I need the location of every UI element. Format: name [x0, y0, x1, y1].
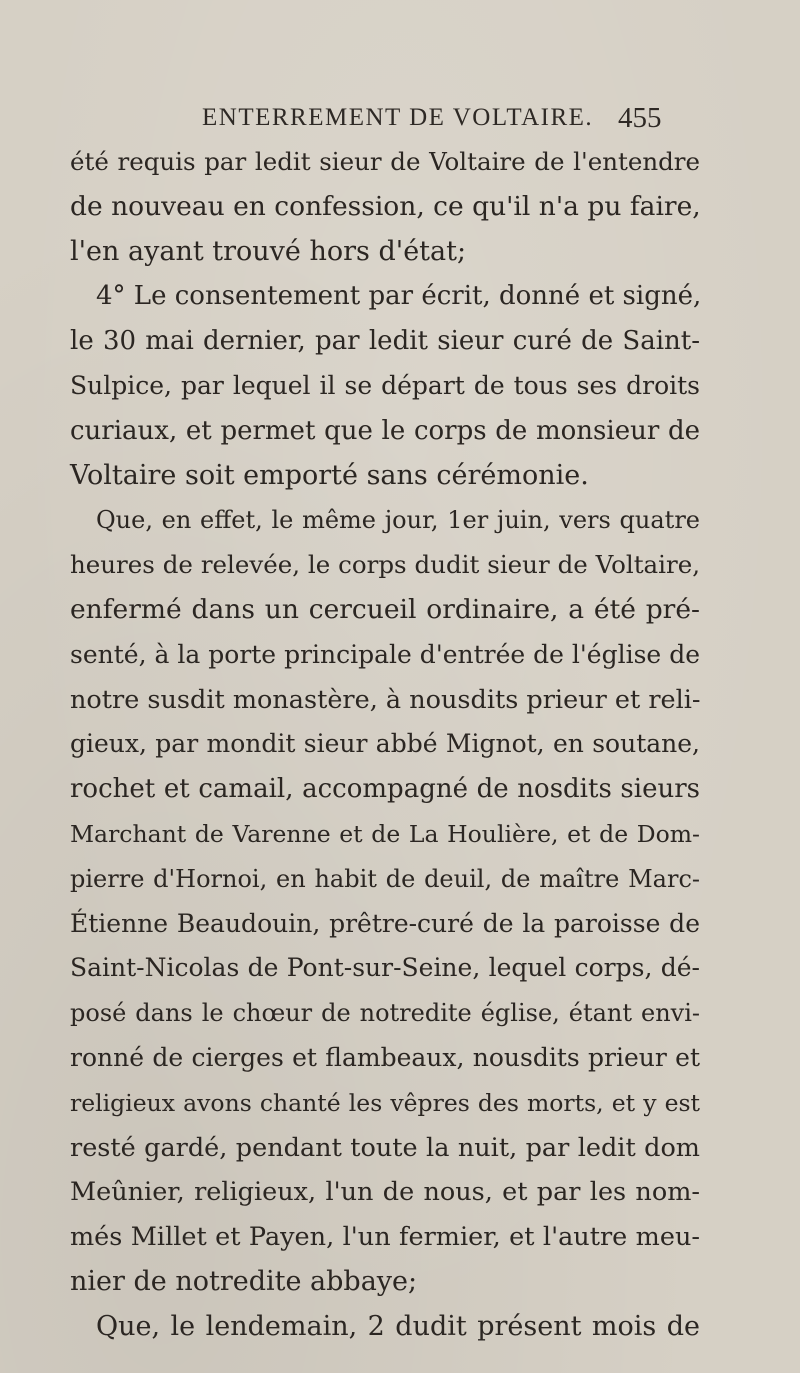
body-text: [70, 140, 700, 1350]
text-line: Étienne Beaudouin, prêtre-curé de la paroisse de: [70, 908, 700, 938]
text-line: enfermé dans un cercueil ordinaire, a été pré-: [70, 593, 700, 625]
text-line: ronné de cierges et flambeaux, nousdits prieur et: [70, 1042, 700, 1072]
text-line: le 30 mai dernier, par ledit sieur curé de Saint-: [70, 326, 700, 357]
text-line: 4° Le consentement par écrit, donné et signé,: [96, 281, 702, 312]
text-line: pierre d'Hornoi, en habit de deuil, de maître Marc-: [70, 864, 700, 893]
text-line: notre susdit monastère, à nousdits prieur et reli-: [70, 684, 701, 715]
text-line: de nouveau en confession, ce qu'il n'a pu faire,: [70, 190, 701, 222]
text-line: senté, à la porte principale d'entrée de l'église de: [70, 639, 700, 669]
text-line: resté gardé, pendant toute la nuit, par ledit dom: [70, 1132, 700, 1163]
text-line: curiaux, et permet que le corps de monsieur de: [70, 415, 700, 446]
text-line: Meûnier, religieux, l'un de nous, et par les nom-: [70, 1177, 700, 1208]
text-line: Que, le lendemain, 2 dudit présent mois de: [96, 1310, 700, 1342]
running-head: [0, 104, 800, 144]
page-number: 455: [618, 102, 662, 134]
text-line: gieux, par mondit sieur abbé Mignot, en soutane,: [70, 729, 700, 759]
text-line: été requis par ledit sieur de Voltaire de l'entendre: [70, 147, 700, 176]
text-line: religieux avons chanté les vêpres des morts, et y est: [70, 1088, 700, 1117]
text-line: Que, en effet, le même jour, 1er juin, vers quatre: [96, 506, 700, 535]
text-line: Saint-Nicolas de Pont-sur-Seine, lequel corps, dé-: [70, 953, 700, 983]
text-line: l'en ayant trouvé hors d'état;: [70, 235, 467, 267]
text-line: heures de relevée, le corps dudit sieur de Voltaire,: [70, 550, 700, 580]
running-title: ENTERREMENT DE VOLTAIRE.: [202, 104, 594, 131]
text-line: Sulpice, par lequel il se départ de tous ses droits: [70, 370, 700, 400]
text-line: nier de notredite abbaye;: [70, 1265, 418, 1297]
text-line: rochet et camail, accompagné de nosdits sieurs: [70, 774, 700, 805]
text-line: posé dans le chœur de notredite église, étant envi-: [70, 999, 700, 1028]
text-line: Voltaire soit emporté sans cérémonie.: [70, 459, 589, 491]
text-line: Marchant de Varenne et de La Houlière, et de Dom-: [70, 819, 700, 848]
text-line: més Millet et Payen, l'un fermier, et l'autre meu-: [70, 1222, 700, 1253]
